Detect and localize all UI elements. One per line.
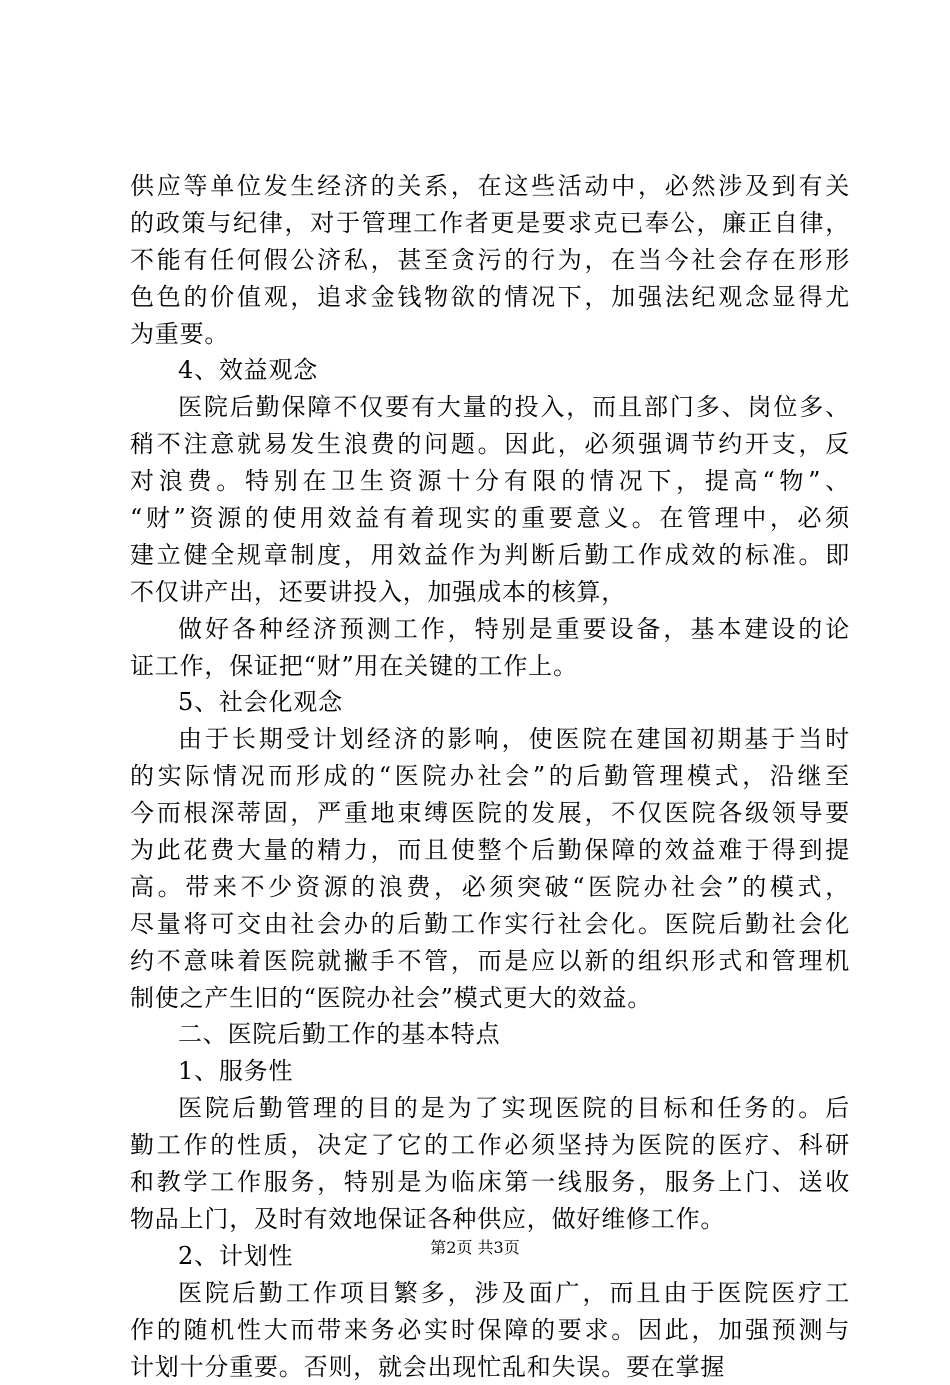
page-number-footer: 第2页 共3页 (0, 1238, 950, 1258)
text-line: 为此花费大量的精力，而且使整个后勤保障的效益难于得到提 (130, 832, 850, 869)
text-line: 色色的价值观，追求金钱物欲的情况下，加强法纪观念显得尤 (130, 279, 850, 316)
text-line: 2、计划性 (130, 1238, 850, 1275)
text-line: 约不意味着医院就撇手不管，而是应以新的组织形式和管理机 (130, 943, 850, 980)
text-line: 5、社会化观念 (130, 684, 850, 721)
text-line: 今而根深蒂固，严重地束缚医院的发展，不仅医院各级领导要 (130, 795, 850, 832)
text-line: 医院后勤工作项目繁多，涉及面广，而且由于医院医疗工 (130, 1275, 850, 1312)
text-line: 不能有任何假公济私，甚至贪污的行为，在当今社会存在形形 (130, 242, 850, 279)
text-line: 4、效益观念 (130, 352, 850, 389)
text-line: 稍不注意就易发生浪费的问题。因此，必须强调节约开支，反 (130, 426, 850, 463)
text-line: 做好各种经济预测工作，特别是重要设备，基本建设的论 (130, 611, 850, 648)
text-line: 对浪费。特别在卫生资源十分有限的情况下，提高“物”、 (130, 463, 850, 500)
text-line: 的政策与纪律，对于管理工作者更是要求克已奉公，廉正自律， (130, 205, 850, 242)
text-line: 制使之产生旧的“医院办社会”模式更大的效益。 (130, 980, 850, 1017)
text-line: 尽量将可交由社会办的后勤工作实行社会化。医院后勤社会化 (130, 906, 850, 943)
text-line: 1、服务性 (130, 1053, 850, 1090)
text-line: “财”资源的使用效益有着现实的重要意义。在管理中，必须 (130, 500, 850, 537)
text-line: 勤工作的性质，决定了它的工作必须坚持为医院的医疗、科研 (130, 1127, 850, 1164)
text-line: 高。带来不少资源的浪费，必须突破“医院办社会”的模式， (130, 869, 850, 906)
text-line: 不仅讲产出，还要讲投入，加强成本的核算， (130, 574, 850, 611)
text-line: 供应等单位发生经济的关系，在这些活动中，必然涉及到有关 (130, 168, 850, 205)
text-line: 和教学工作服务，特别是为临床第一线服务，服务上门、送收 (130, 1164, 850, 1201)
text-line: 为重要。 (130, 316, 850, 353)
document-body (130, 168, 850, 1385)
text-line: 物品上门，及时有效地保证各种供应，做好维修工作。 (130, 1201, 850, 1238)
text-line: 建立健全规章制度，用效益作为判断后勤工作成效的标准。即 (130, 537, 850, 574)
text-line: 计划十分重要。否则，就会出现忙乱和失误。要在掌握 (130, 1349, 850, 1385)
text-line: 医院后勤保障不仅要有大量的投入，而且部门多、岗位多、 (130, 389, 850, 426)
text-line: 由于长期受计划经济的影响，使医院在建国初期基于当时 (130, 721, 850, 758)
text-line: 二、医院后勤工作的基本特点 (130, 1016, 850, 1053)
text-line: 证工作，保证把“财”用在关键的工作上。 (130, 648, 850, 685)
text-line: 的实际情况而形成的“医院办社会”的后勤管理模式，沿继至 (130, 758, 850, 795)
text-line: 作的随机性大而带来务必实时保障的要求。因此，加强预测与 (130, 1312, 850, 1349)
text-line: 医院后勤管理的目的是为了实现医院的目标和任务的。后 (130, 1090, 850, 1127)
